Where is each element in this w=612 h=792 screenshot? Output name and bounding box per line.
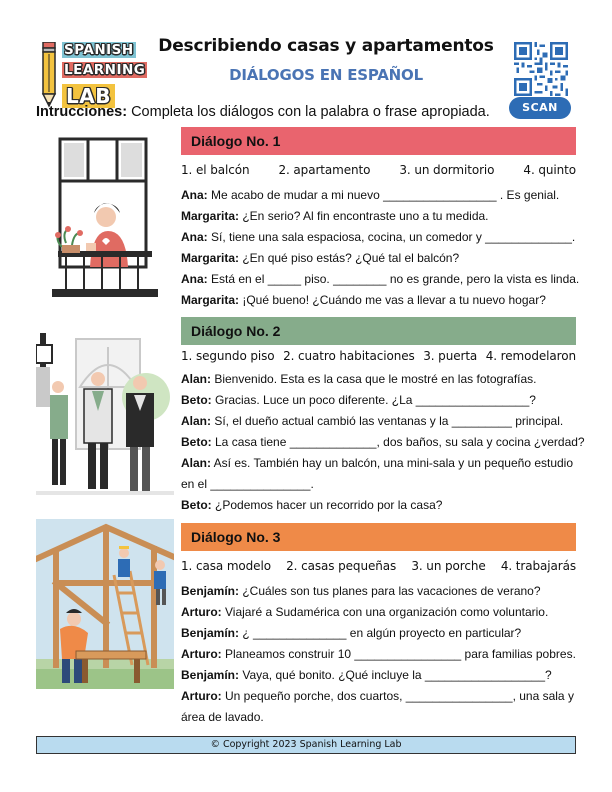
dialog-line (181, 644, 581, 665)
dialog-line (181, 248, 581, 269)
dialog-2-options (181, 349, 576, 363)
dialog-3-header: Diálogo No. 3 (181, 523, 576, 551)
copyright-footer: © Copyright 2023 Spanish Learning Lab (36, 736, 576, 754)
logo-word-lab: LAB (62, 84, 115, 108)
line-text: ¿En qué piso estás? ¿Qué tal el balcón? (239, 251, 460, 265)
line-text: Sí, tiene una sala espaciosa, cocina, un comedor y _____________. (207, 230, 576, 244)
dialog-line (181, 686, 581, 728)
dialog-line (181, 432, 585, 453)
dialog-line (181, 185, 581, 206)
line-text: ¡Qué bueno! ¿Cuándo me vas a llevar a tu nuevo hogar? (239, 293, 546, 307)
speaker: Ana: (181, 188, 208, 202)
line-text: Vaya, qué bonito. ¿Qué incluye la __________________? (239, 668, 552, 682)
speaker: Arturo: (181, 689, 222, 703)
dialog-3-lines (181, 581, 581, 728)
speaker: Ana: (181, 230, 208, 244)
option-item: 1. casa modelo (181, 559, 271, 573)
instructions-label: Intrucciones: (36, 104, 128, 120)
line-text: La casa tiene _____________, dos baños, su sala y cocina ¿verdad? (211, 435, 585, 449)
line-text: Un pequeño porche, dos cuartos, ________________, una sala y área de lavado. (181, 689, 574, 724)
dialog-line (181, 290, 581, 311)
speaker: Beto: (181, 498, 212, 512)
dialog-line (181, 411, 581, 432)
scan-me-badge: SCAN (509, 97, 571, 119)
dialog-section-2 (36, 317, 585, 512)
option-item: 4. remodelaron (485, 349, 576, 363)
dialog-3-options (181, 559, 576, 573)
speaker: Benjamín: (181, 626, 240, 640)
speaker: Margarita: (181, 209, 240, 223)
line-text: Está en el _____ piso. ________ no es grande, pero la vista es linda. (207, 272, 580, 286)
dialog-line (181, 495, 581, 516)
dialog-line (181, 453, 581, 495)
option-item: 4. trabajarás (500, 559, 576, 573)
speaker: Benjamín: (181, 668, 240, 682)
construction-workers-illustration (36, 519, 174, 689)
dialog-2-header: Diálogo No. 2 (181, 317, 576, 345)
dialog-line (181, 581, 581, 602)
line-text: Me acabo de mudar a mi nuevo _________________ . Es genial. (207, 188, 560, 202)
option-item: 1. el balcón (181, 163, 250, 177)
speaker: Beto: (181, 435, 212, 449)
page-title: Describiendo casas y apartamentos (158, 36, 494, 56)
pencil-icon (40, 42, 58, 108)
speaker: Alan: (181, 456, 211, 470)
qr-code-icon (514, 42, 568, 96)
line-text: Viajaré a Sudamérica con una organización como voluntario. (221, 605, 549, 619)
dialog-section-1 (36, 127, 580, 312)
dialog-section-3 (36, 519, 576, 731)
page-subtitle: DIÁLOGOS EN ESPAÑOL (229, 66, 423, 84)
line-text: Sí, el dueño actual cambió las ventanas y la _________ principal. (211, 414, 564, 428)
speaker: Alan: (181, 414, 211, 428)
line-text: Bienvenido. Esta es la casa que le mostré en las fotografías. (211, 372, 537, 386)
line-text: ¿Podemos hacer un recorrido por la casa? (211, 498, 443, 512)
dialog-line (181, 369, 581, 390)
dialog-1-header: Diálogo No. 1 (181, 127, 576, 155)
option-item: 2. casas pequeñas (286, 559, 397, 573)
line-text: ¿Cuáles son tus planes para las vacaciones de verano? (239, 584, 541, 598)
dialog-line (181, 206, 581, 227)
dialog-line (181, 227, 581, 248)
speaker: Arturo: (181, 605, 222, 619)
dialog-1-options (181, 163, 576, 177)
option-item: 4. quinto (523, 163, 576, 177)
dialog-line (181, 665, 581, 686)
option-item: 2. cuatro habitaciones (283, 349, 415, 363)
line-text: ¿En serio? Al fin encontraste uno a tu medida. (239, 209, 489, 223)
speaker: Arturo: (181, 647, 222, 661)
speaker: Alan: (181, 372, 211, 386)
line-text: ¿ ______________ en algún proyecto en particular? (239, 626, 522, 640)
dialog-2-lines (181, 369, 585, 516)
instructions (36, 104, 490, 120)
balcony-woman-illustration (36, 133, 174, 305)
speaker: Beto: (181, 393, 212, 407)
option-item: 2. apartamento (278, 163, 371, 177)
dialog-line (181, 390, 581, 411)
logo (40, 40, 152, 114)
speaker: Margarita: (181, 293, 240, 307)
line-text: Planeamos construir 10 ________________ para familias pobres. (221, 647, 576, 661)
logo-word-learning: LEARNING (64, 62, 146, 78)
option-item: 3. un dormitorio (399, 163, 495, 177)
option-item: 3. puerta (423, 349, 478, 363)
instructions-text: Completa los diálogos con la palabra o frase apropiada. (127, 104, 490, 120)
logo-word-spanish: SPANISH (64, 42, 134, 58)
line-text: Gracias. Luce un poco diferente. ¿La _________________? (211, 393, 536, 407)
speaker: Ana: (181, 272, 208, 286)
speaker: Margarita: (181, 251, 240, 265)
dialog-line (181, 623, 581, 644)
house-visit-illustration (36, 327, 174, 507)
speaker: Benjamín: (181, 584, 240, 598)
dialog-line (181, 269, 581, 290)
dialog-1-lines (181, 185, 581, 311)
option-item: 1. segundo piso (181, 349, 275, 363)
option-item: 3. un porche (411, 559, 486, 573)
line-text: Así es. También hay un balcón, una mini-sala y un pequeño estudio en el _______________. (181, 456, 574, 491)
dialog-line (181, 602, 581, 623)
